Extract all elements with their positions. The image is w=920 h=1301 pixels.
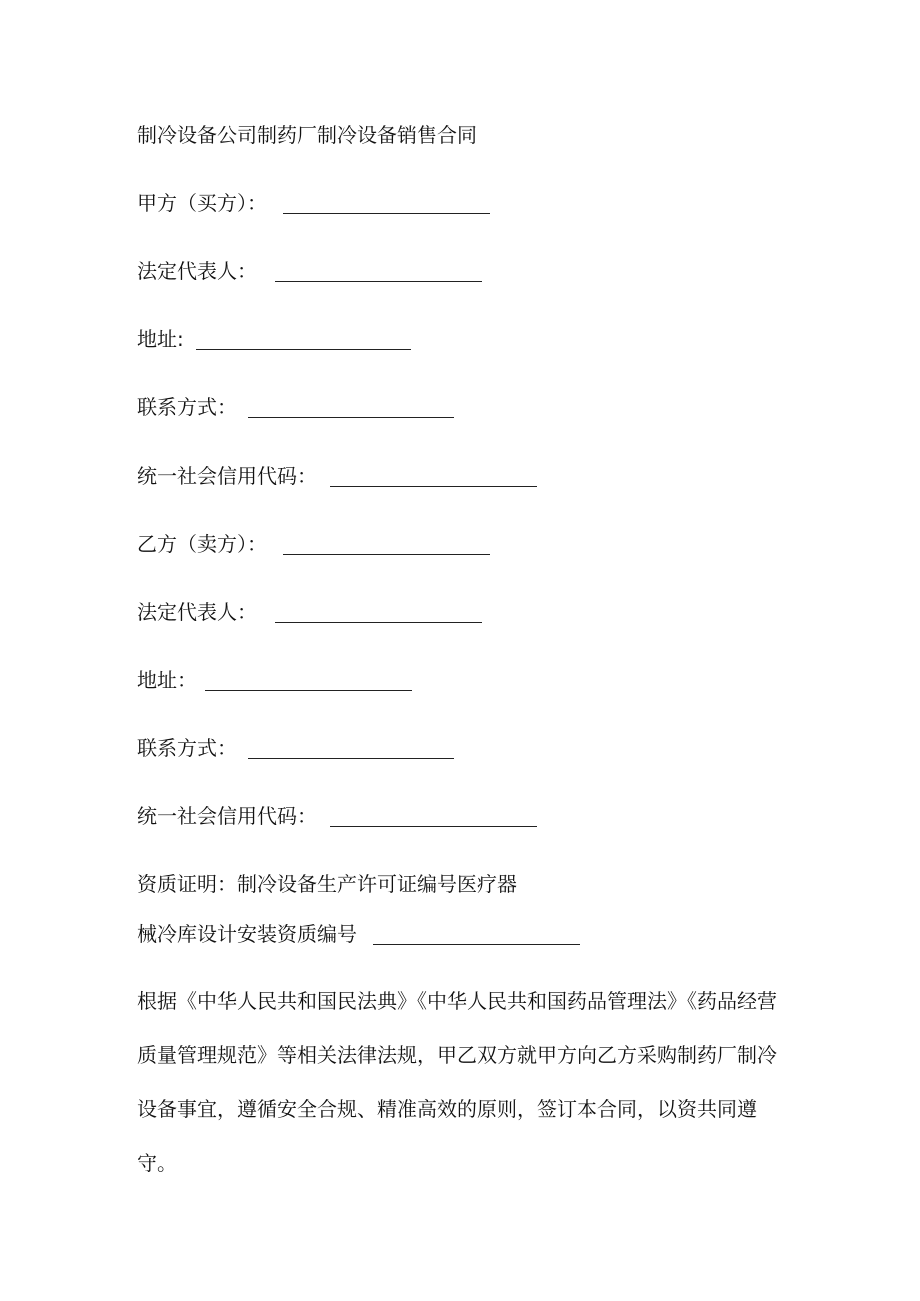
party-b-rep-label: 法定代表人： xyxy=(137,600,257,624)
party-b-credit-label: 统一社会信用代码： xyxy=(137,804,317,828)
party-b-credit-row xyxy=(137,802,537,830)
party-a-credit-row xyxy=(137,462,537,490)
party-b-rep-blank[interactable] xyxy=(275,602,482,623)
party-a-contact-row xyxy=(137,393,454,421)
title-text: 制冷设备公司制药厂制冷设备销售合同 xyxy=(137,123,477,147)
party-a-row xyxy=(137,189,490,217)
qualification-text-2: 械冷库设计安装资质编号 xyxy=(137,922,357,946)
party-b-contact-label: 联系方式： xyxy=(137,736,237,760)
party-b-address-blank[interactable] xyxy=(205,670,412,691)
party-b-contact-row xyxy=(137,734,454,762)
qualification-row-2 xyxy=(137,920,580,948)
party-a-credit-blank[interactable] xyxy=(330,466,537,487)
party-b-address-row xyxy=(137,666,412,694)
party-a-rep-blank[interactable] xyxy=(275,261,482,282)
qualification-row-1 xyxy=(137,870,517,898)
qualification-blank[interactable] xyxy=(373,924,580,945)
party-b-row xyxy=(137,530,490,558)
party-a-label: 甲方（买方）： xyxy=(137,191,267,215)
party-b-credit-blank[interactable] xyxy=(330,806,537,827)
party-b-blank[interactable] xyxy=(283,534,490,555)
party-a-address-row xyxy=(137,325,411,353)
party-a-rep-row xyxy=(137,257,482,285)
intro-paragraph: 根据《中华人民共和国民法典》《中华人民共和国药品管理法》《药品经营质量管理规范》等相关法律法规，甲乙双方就甲方向乙方采购制药厂制冷设备事宜，遵循安全合规、精准高效的原则，签订本合同，以资共同遵守。 xyxy=(137,989,777,1175)
party-a-blank[interactable] xyxy=(283,193,490,214)
party-a-credit-label: 统一社会信用代码： xyxy=(137,464,317,488)
party-a-contact-label: 联系方式： xyxy=(137,395,237,419)
party-b-address-label: 地址： xyxy=(137,668,197,692)
party-a-rep-label: 法定代表人： xyxy=(137,259,257,283)
party-a-contact-blank[interactable] xyxy=(248,397,454,418)
document-title xyxy=(137,121,477,149)
party-a-address-label: 地址: xyxy=(137,327,184,351)
party-b-rep-row xyxy=(137,598,482,626)
party-b-label: 乙方（卖方）： xyxy=(137,532,267,556)
qualification-text-1: 资质证明：制冷设备生产许可证编号医疗器 xyxy=(137,872,517,896)
party-b-contact-blank[interactable] xyxy=(248,738,454,759)
party-a-address-blank[interactable] xyxy=(196,329,411,350)
